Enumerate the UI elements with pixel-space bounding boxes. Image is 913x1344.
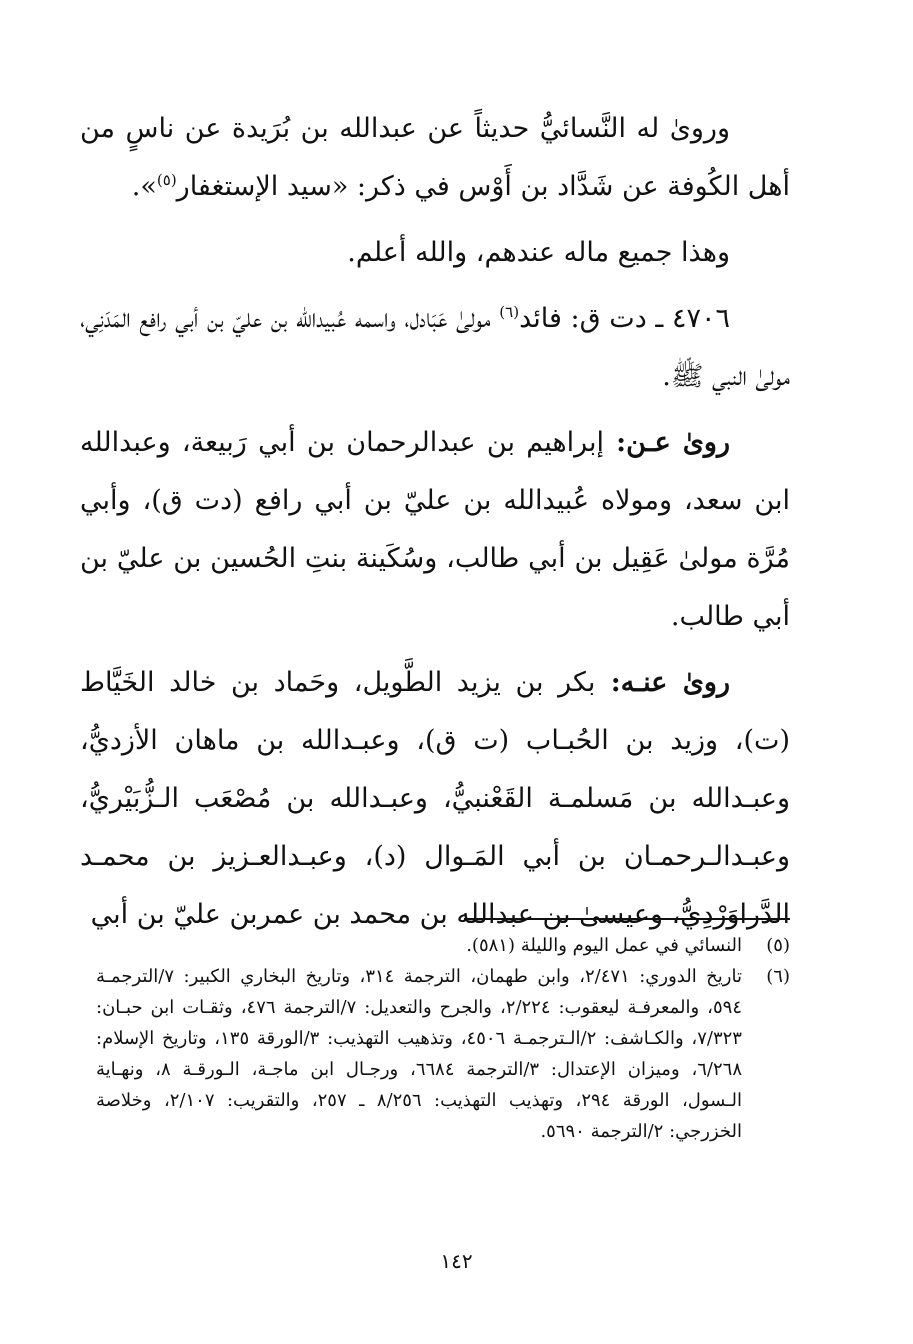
footnotes xyxy=(96,930,790,1147)
footnote-divider xyxy=(464,918,790,920)
footnote-ref-6: (٦) xyxy=(499,303,520,321)
paragraph-narrated-by xyxy=(80,654,790,944)
page-number: ١٤٢ xyxy=(440,1249,473,1273)
narrated-by-list: بكر بن يزيد الطَّويل، وحَماد بن خالد الخَيَّاط (ت)، وزيد بن الحُبـاب (ت ق)، وعبـدالله بن ماهان الأزديُّ، وعبـدالله بن مَسلمـة القَعْنبيُّ، وعبـدالله بن مُصْعَب الـزُّبَيْريُّ، وعبـدالـرحمـان بن أبي المَـوال (د)، وعبـدالعـزيز بن محمـد الدَّراوَرْدِيُّ، وعيسىٰ بن عبدالله بن محمد بن عمربن عليّ بن أبي xyxy=(80,667,790,930)
paragraph-text-end: ». xyxy=(131,171,157,202)
paragraph-narrated-from xyxy=(80,414,790,646)
footnote-item xyxy=(96,930,790,961)
entry-number: ٤٧٠٦ ـ دت ق: فائد xyxy=(519,303,730,334)
entry-description: مولىٰ عَبَادل، واسمه عُبيدالله بن عليّ بن أبي رافع المَدَنِي، مولىٰ النبي ﷺ. xyxy=(80,303,790,392)
narrated-by-label: روىٰ عنـه: xyxy=(595,667,731,698)
entry-heading xyxy=(80,290,790,406)
footnote-number: (٥) xyxy=(766,935,790,956)
footnote-text: النسائي في عمل اليوم والليلة (٥٨١). xyxy=(466,935,742,956)
paragraph-text: وروىٰ له النَّسائيُّ حديثاً عن عبدالله بن بُرَيدة عن ناسٍ من أهل الكُوفة عن شَدَّاد بن أَوْس في ذكر: «سيد الإستغفار xyxy=(80,113,790,202)
footnote-text: تاريخ الدوري: ٢/٤٧١، وابن طهمان، الترجمة ٣١٤، وتاريخ البخاري الكبير: ٧/الترجمـة ٥٩٤، والمعرفـة ليعقوب: ٢/٢٢٤، والجرح والتعديل: ٧/الترجمة ٤٧٦، وثقـات ابن حبـان: ٧/٣٢٣، والكـاشف: ٢/الـترجمـة ٤٥٠٦، وتذهيب التهذيب: ٣/الورقة ١٣٥، وتاريخ الإسلام: ٦/٢٦٨، وميزان الإعتدال: ٣/الترجمة ٦٦٨٤، ورجـال ابن ماجـة، الـورقـة ٨، ونهـاية الـسول، الورقة ٢٩٤، وتهذيب التهذيب: ٨/٢٥٦ ـ ٢٥٧، والتقريب: ٢/١٠٧، وخلاصة الخزرجي: ٢/الترجمة ٥٦٩٠. xyxy=(96,966,742,1142)
paragraph-closing: وهذا جميع ماله عندهم، والله أعلم. xyxy=(347,237,730,268)
paragraph-nasai-hadith xyxy=(80,100,790,216)
main-text xyxy=(80,100,790,944)
narrated-from-list: إبراهيم بن عبدالرحمان بن أبي رَبيعة، وعبدالله ابن سعد، ومولاه عُبيدالله بن عليّ بن أبي رافع (دت ق)، وأبي مُرَّة مولىٰ عَقِيل بن أبي طالب، وسُكَينة بنتِ الحُسين بن عليّ بن أبي طالب. xyxy=(80,427,790,632)
footnote-item xyxy=(96,961,790,1147)
narrated-from-label: روىٰ عـن: xyxy=(604,427,730,458)
footnote-ref-5: (٥) xyxy=(156,171,177,189)
footnote-number: (٦) xyxy=(766,966,790,987)
